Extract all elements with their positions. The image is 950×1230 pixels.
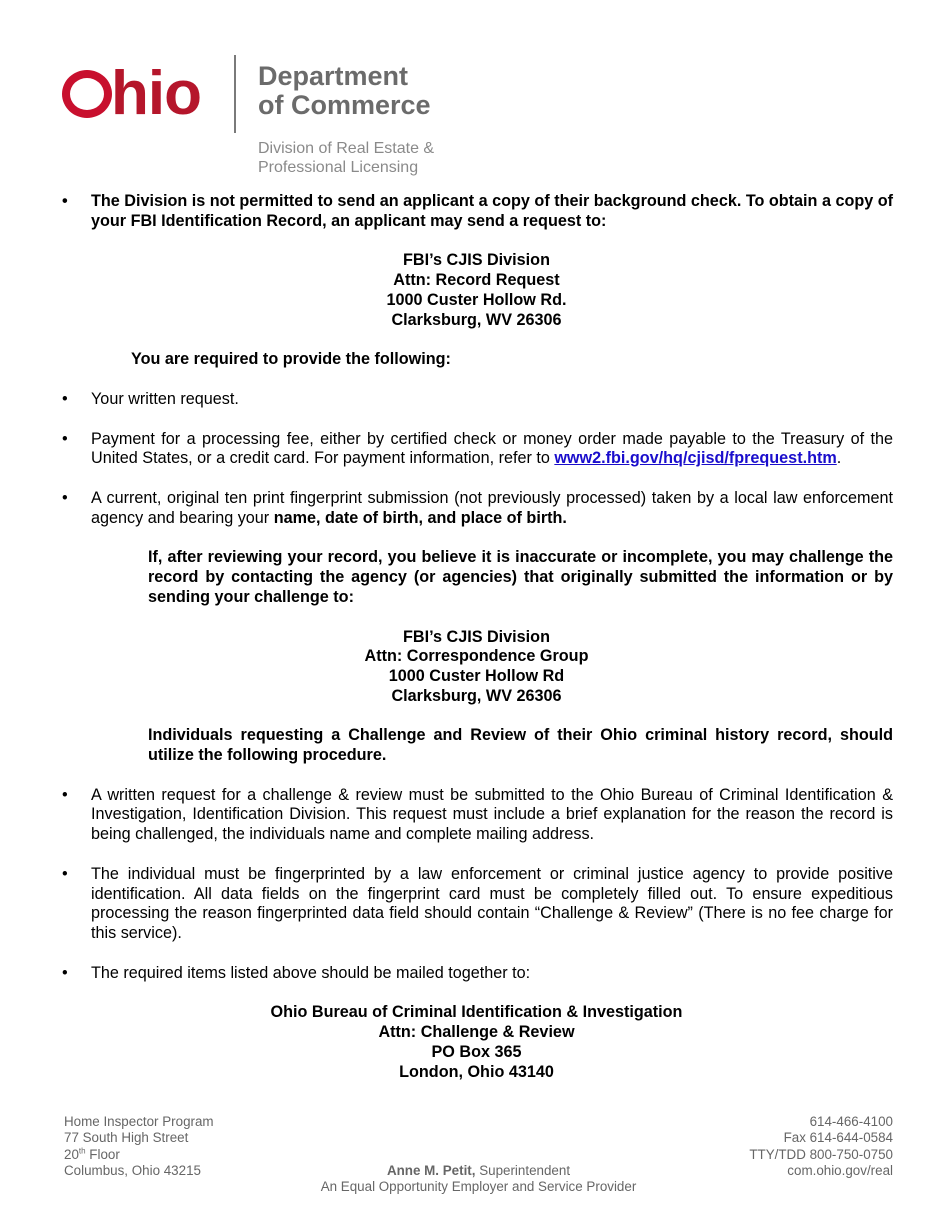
division-name: Division of Real Estate & Professional Licensing <box>258 140 435 176</box>
ohio-bci-address: Ohio Bureau of Criminal Identification & Investigation Attn: Challenge & Review PO Box 365 London, Ohio 43140 <box>270 1003 683 1081</box>
department-name: Department of Commerce <box>258 61 431 120</box>
required-heading: You are required to provide the following: <box>131 350 451 369</box>
list-item-fingerprinted: • The individual must be fingerprinted by a law enforcement or criminal justice agency to provide positive identification. All data fields on the fingerprint card must be completely filled out. To ensure expeditious processing the reason fingerprinted data field should contain “Challenge & Review” (There is no fee charge for this service). <box>62 864 893 942</box>
document-body <box>60 190 893 1082</box>
footer-superintendent: Anne M. Petit, Superintendent An Equal Opportunity Employer and Service Provider <box>320 1163 637 1195</box>
ohio-wordmark: hio <box>62 54 201 134</box>
page-footer <box>64 1114 893 1204</box>
list-item-fingerprint: • A current, original ten print fingerprint submission (not previously processed) taken by a local law enforcement agency and bearing your name, date of birth, and place of birth. <box>62 489 893 527</box>
list-item-mail: • The required items listed above should be mailed together to: <box>62 963 531 982</box>
fbi-correspondence-address: FBI’s CJIS Division Attn: Correspondence Group 1000 Custer Hollow Rd Clarksburg, WV 26306 <box>364 627 589 705</box>
challenge-paragraph: If, after reviewing your record, you believe it is inaccurate or incomplete, you may challenge the record by contacting the agency (or agencies) that originally submitted the information or by sending your challenge to: <box>148 548 893 606</box>
ohio-o-ring <box>62 70 112 118</box>
intro-paragraph: • The Division is not permitted to send an applicant a copy of their background check. To obtain a copy of your FBI Identification Record, an applicant may send a request to: <box>62 192 893 230</box>
fbi-request-link[interactable]: www2.fbi.gov/hq/cjisd/fprequest.htm <box>554 449 837 468</box>
ohio-procedure-paragraph: Individuals requesting a Challenge and Review of their Ohio criminal history record, should utilize the following procedure. <box>148 726 893 765</box>
list-item-written-request: • Your written request. <box>62 389 239 408</box>
list-item-challenge-request: • A written request for a challenge & review must be submitted to the Ohio Bureau of Criminal Identification & Investigation, Identification Division. This request must include a brief explanation for the reason the record is being challenged, the individuals name and complete mailing address. <box>62 785 893 844</box>
footer-mailing-address: Home Inspector Program 77 South High Street 20th Floor Columbus, Ohio 43215 <box>64 1114 214 1179</box>
ohio-commerce-logo <box>62 52 462 182</box>
logo-divider <box>234 55 236 133</box>
footer-contact: 614-466-4100 Fax 614-644-0584 TTY/TDD 800-750-0750 com.ohio.gov/real <box>749 1114 893 1179</box>
fbi-record-address: FBI’s CJIS Division Attn: Record Request 1000 Custer Hollow Rd. Clarksburg, WV 26306 <box>386 251 567 329</box>
list-item-payment: • Payment for a processing fee, either by certified check or money order made payable to the Treasury of the United States, or a credit card. For payment information, refer to www2.fbi.gov/hq/cjisd/fprequest.htm. <box>62 429 893 468</box>
